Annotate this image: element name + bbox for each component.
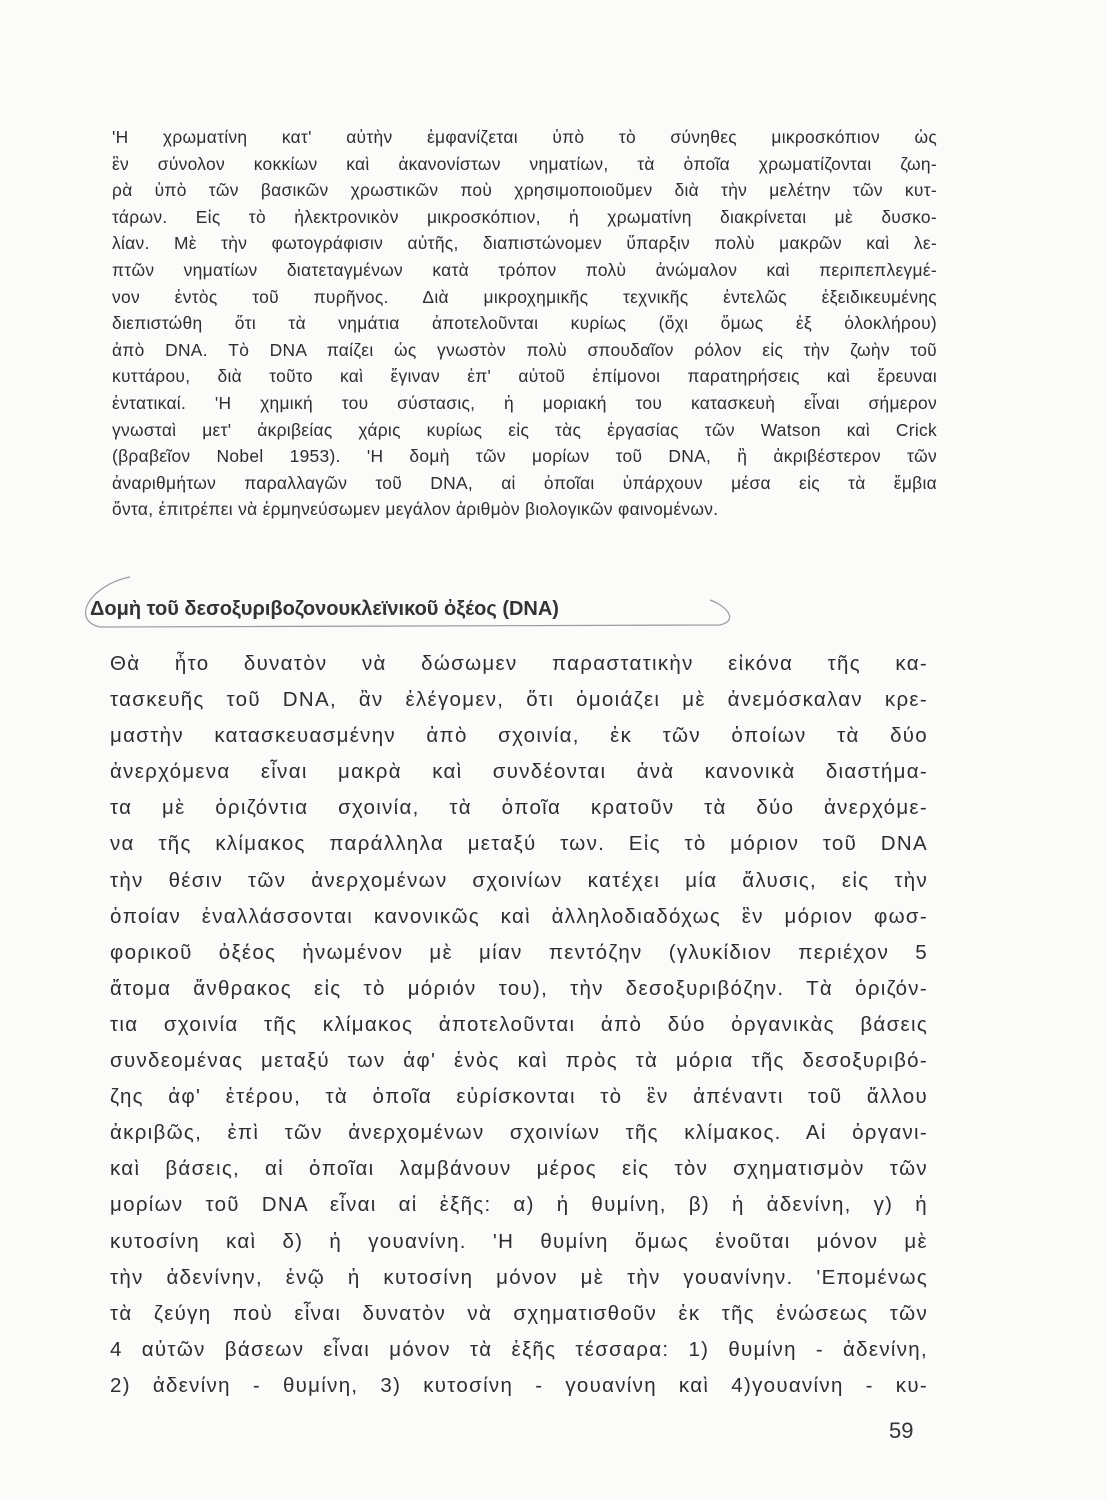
text-line: καὶ βάσεις, αἱ ὁποῖαι λαμβάνουν μέρος εἰς τὸν σχηματισμὸν τῶν (110, 1157, 928, 1181)
text-line: ὄντα, ἐπιτρέπει νὰ ἑρμηνεύσωμεν μεγάλον ἀριθμὸν βιολογικῶν φαινομένων. (112, 499, 719, 520)
text-line: ἀνερχόμενα εἶναι μακρὰ καὶ συνδέονται ἀνὰ κανονικὰ διαστήμα- (110, 760, 928, 784)
page-number: 59 (889, 1418, 914, 1443)
text-line: 'Η χρωματίνη κατ' αὐτὴν ἐμφανίζεται ὑπὸ τὸ σύνηθες μικροσκόπιον ὡς (112, 127, 937, 147)
section-heading: Δομὴ τοῦ δεσοξυριβοζονουκλεϊνικοῦ ὀξέος (DNA) (90, 598, 559, 620)
text-line: τὰ ζεύγη ποὺ εἶναι δυνατὸν νὰ σχηματισθοῦν ἐκ τῆς ἑνώσεως τῶν (110, 1301, 928, 1325)
text-line: 4 αὐτῶν βάσεων εἶναι μόνον τὰ ἑξῆς τέσσαρα: 1) θυμίνη - ἀδενίνη, (110, 1337, 928, 1361)
text-line: ἀπὸ DNA. Τὸ DNA παίζει ὡς γνωστὸν πολὺ σπουδαῖον ρόλον εἰς τὴν ζωὴν τοῦ (112, 339, 937, 360)
text-line: λίαν. Μὲ τὴν φωτογράφισιν αὐτῆς, διαπιστώνομεν ὕπαρξιν πολὺ μακρῶν καὶ λε- (112, 233, 937, 254)
text-line: κυττάρου, διὰ τοῦτο καὶ ἔγιναν ἐπ' αὐτοῦ ἐπίμονοι παρατηρήσεις καὶ ἔρευναι (112, 366, 937, 387)
text-line: να τῆς κλίμακος παράλληλα μεταξύ των. Εἰς τὸ μόριον τοῦ DNA (110, 832, 928, 856)
text-line: διεπιστώθη ὅτι τὰ νημάτια ἀποτελοῦνται κυρίως (ὄχι ὅμως ἐξ ὁλοκλήρου) (112, 313, 937, 334)
text-line: τὴν θέσιν τῶν ἀνερχομένων σχοινίων κατέχει μία ἄλυσις, εἰς τὴν (110, 868, 928, 892)
text-line: γνωσταὶ μετ' ἀκριβείας χάρις κυρίως εἰς τὰς ἐργασίας τῶν Watson καὶ Crick (112, 419, 937, 440)
text-line: κυτοσίνη καὶ δ) ἡ γουανίνη. 'Η θυμίνη ὅμως ἑνοῦται μόνον μὲ (110, 1229, 928, 1253)
dna-structure-paragraph (110, 646, 928, 1404)
text-line: τασκευῆς τοῦ DNA, ἂν ἐλέγομεν, ὅτι ὁμοιάζει μὲ ἀνεμόσκαλαν κρε- (110, 688, 928, 712)
text-line: φορικοῦ ὀξέος ἡνωμένον μὲ μίαν πεντόζην (γλυκίδιον περιέχον 5 (110, 940, 928, 964)
text-line: τάρων. Εἰς τὸ ἠλεκτρονικὸν μικροσκόπιον, ἡ χρωματίνη διακρίνεται μὲ δυσκο- (112, 206, 937, 227)
text-line: μαστὴν κατασκευασμένην ἀπὸ σχοινία, ἐκ τῶν ὁποίων τὰ δύο (110, 724, 928, 748)
text-line: ζης ἀφ' ἑτέρου, τὰ ὁποῖα εὑρίσκονται τὸ ἓν ἀπέναντι τοῦ ἄλλου (110, 1085, 928, 1109)
text-line: πτῶν νηματίων διατεταγμένων κατὰ τρόπον πολὺ ἀνώμαλον καὶ περιπεπλεγμέ- (112, 259, 937, 280)
text-line: (βραβεῖον Nobel 1953). 'Η δομὴ τῶν μορίων τοῦ DNA, ἢ ἀκριβέστερον τῶν (112, 446, 937, 467)
text-line: ἀκριβῶς, ἐπὶ τῶν ἀνερχομένων σχοινίων τῆς κλίμακος. Αἱ ὀργανι- (110, 1121, 928, 1145)
intro-paragraph (112, 124, 937, 523)
text-line: ἄτομα ἄνθρακος εἰς τὸ μόριόν του), τὴν δεσοξυριβόζην. Τὰ ὁριζόν- (110, 976, 928, 1000)
text-line: τα μὲ ὁριζόντια σχοινία, τὰ ὁποῖα κρατοῦν τὰ δύο ἀνερχόμε- (110, 796, 928, 820)
text-line: ὁποίαν ἐναλλάσσονται κανονικῶς καὶ ἀλληλοδιαδόχως ἓν μόριον φωσ- (110, 904, 928, 928)
text-line: ἐντατικαί. 'Η χημική του σύστασις, ἡ μοριακή του κατασκευὴ εἶναι σήμερον (112, 392, 937, 413)
text-line: ἀναριθμήτων παραλλαγῶν τοῦ DNA, αἱ ὁποῖαι ὑπάρχουν μέσα εἰς τὰ ἔμβια (112, 472, 937, 493)
text-line: Θὰ ἦτο δυνατὸν νὰ δώσωμεν παραστατικὴν εἰκόνα τῆς κα- (110, 652, 928, 675)
text-line: 2) ἀδενίνη - θυμίνη, 3) κυτοσίνη - γουανίνη καὶ 4)γουανίνη - κυ- (110, 1373, 928, 1397)
text-line: ἓν σύνολον κοκκίων καὶ ἀκανονίστων νηματίων, τὰ ὁποῖα χρωματίζονται ζωη- (112, 153, 937, 174)
text-line: μορίων τοῦ DNA εἶναι αἱ ἑξῆς: α) ἡ θυμίνη, β) ἡ ἀδενίνη, γ) ἡ (110, 1193, 928, 1217)
text-line: ρὰ ὑπὸ τῶν βασικῶν χρωστικῶν ποὺ χρησιμοποιοῦμεν διὰ τὴν μελέτην τῶν κυτ- (112, 180, 937, 201)
text-line: συνδεομένας μεταξύ των ἀφ' ἑνὸς καὶ πρὸς τὰ μόρια τῆς δεσοξυριβό- (110, 1049, 928, 1073)
text-line: νον ἐντὸς τοῦ πυρῆνος. Διὰ μικροχημικῆς τεχνικῆς ἐντελῶς ἐξειδικευμένης (112, 286, 937, 307)
text-line: τὴν ἀδενίνην, ἐνῷ ἡ κυτοσίνη μόνον μὲ τὴν γουανίνην. 'Επομένως (110, 1265, 928, 1289)
text-line: τια σχοινία τῆς κλίμακος ἀποτελοῦνται ἀπὸ δύο ὀργανικὰς βάσεις (110, 1012, 928, 1036)
